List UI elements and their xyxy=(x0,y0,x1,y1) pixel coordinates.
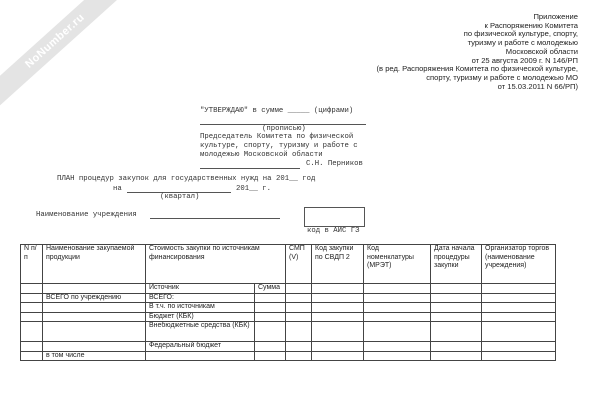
approve-position-2: культуре, спорту, туризму и работе с xyxy=(200,142,358,150)
table-row xyxy=(21,351,556,361)
row-source: Внебюджетные средства (КБК) xyxy=(146,322,255,342)
row-name: ВСЕГО по учреждению xyxy=(43,293,146,303)
plan-on: на xyxy=(113,185,122,193)
row-source: Федеральный бюджет xyxy=(146,342,255,352)
appendix-line: туризму и работе с молодежью xyxy=(467,38,578,48)
institution-label: Наименование учреждения xyxy=(36,211,137,219)
row-name: в том числе xyxy=(43,351,146,361)
table-row xyxy=(21,322,556,342)
table-row xyxy=(21,312,556,322)
code-label: код в АИС ГЗ xyxy=(307,227,360,235)
header-cost: Стоимость закупки по источникам финансирования xyxy=(146,245,286,284)
row-source: ВСЕГО: xyxy=(146,293,255,303)
header-smp: СМП (V) xyxy=(286,245,312,284)
header-nomenclature: Код номенклатуры (МРЭТ) xyxy=(364,245,431,284)
table-row xyxy=(21,342,556,352)
appendix-line[interactable]: (в ред. Распоряжения Комитета по физической культуре, xyxy=(376,64,578,74)
appendix-line[interactable]: к Распоряжению Комитета xyxy=(484,20,578,30)
appendix-line: от 25 августа 2009 г. N 146/РП xyxy=(471,55,578,65)
institution-field[interactable] xyxy=(150,218,280,219)
quarter-label: (квартал) xyxy=(160,193,200,201)
table-row xyxy=(21,293,556,303)
appendix-line: Приложение xyxy=(533,12,578,21)
procurement-table xyxy=(20,244,556,361)
plan-year: 201__ г. xyxy=(236,185,272,193)
subheader-source: Источник xyxy=(146,284,255,294)
row-source: В т.ч. по источникам xyxy=(146,303,255,313)
subheader-sum: Сумма xyxy=(255,284,286,294)
appendix-header xyxy=(377,13,578,91)
header-organizer: Организатор торгов (наименование учреждения) xyxy=(482,245,556,284)
row-source: Бюджет (КБК) xyxy=(146,312,255,322)
appendix-line: спорту, туризму и работе с молодежью МО xyxy=(426,72,578,82)
appendix-line: Московской области xyxy=(505,46,578,56)
header-name: Наименование закупаемой продукции xyxy=(43,245,146,284)
appendix-line: от 15.03.2011 N 66/РП) xyxy=(497,81,578,91)
approve-words: (прописью) xyxy=(262,125,306,133)
signer-name: С.Н. Перников xyxy=(306,160,363,168)
approve-position-1: Председатель Комитета по физической xyxy=(200,133,354,141)
watermark: NoNumber.ru xyxy=(0,0,133,113)
plan-title: ПЛАН процедур закупок для государственных нужд на 201__ год xyxy=(57,175,316,183)
table-row xyxy=(21,303,556,313)
approve-sum: "УТВЕРЖДАЮ" в сумме _____ (цифрами) xyxy=(200,107,354,115)
header-date: Дата начала процедуры закупки xyxy=(431,245,482,284)
header-code: Код закупки по СВДП 2 xyxy=(312,245,364,284)
code-box[interactable] xyxy=(304,207,365,227)
header-num: N п/п xyxy=(21,245,43,284)
approve-position-3: молодежью Московской области xyxy=(200,151,323,159)
appendix-line: по физической культуре, спорту, xyxy=(463,29,578,39)
